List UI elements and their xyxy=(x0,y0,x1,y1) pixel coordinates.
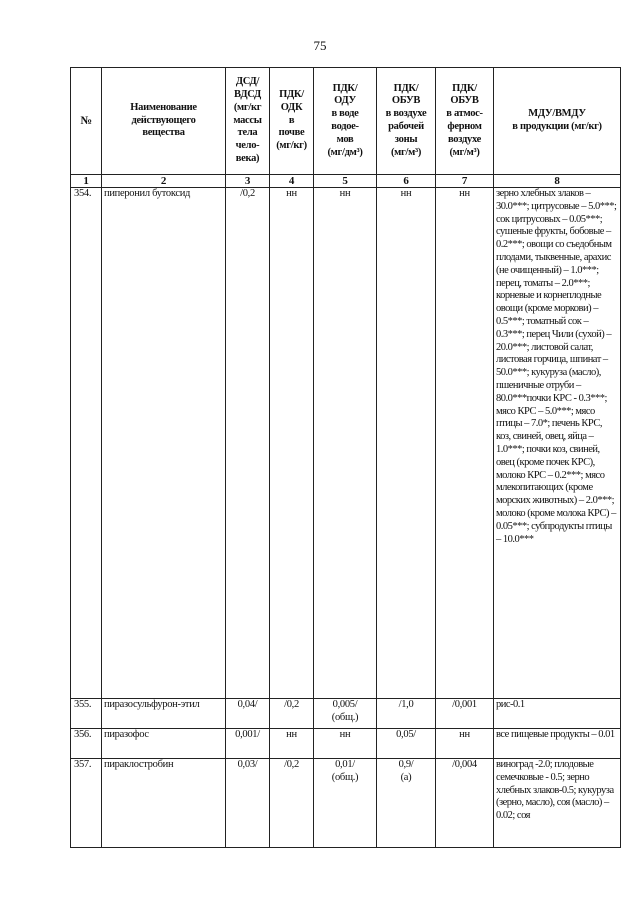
dsd-value: 0,04/ xyxy=(226,699,270,729)
substances-table xyxy=(70,67,621,848)
substance-name: пираклостробин xyxy=(102,759,226,848)
water-value: 0,01/ (общ.) xyxy=(314,759,377,848)
mdu-value: рис-0.1 xyxy=(494,699,621,729)
soil-value: нн xyxy=(270,729,314,759)
dsd-value: 0,001/ xyxy=(226,729,270,759)
column-number: 4 xyxy=(270,175,314,188)
water-value: нн xyxy=(314,729,377,759)
mdu-value: все пищевые продукты – 0.01 xyxy=(494,729,621,759)
soil-value: /0,2 xyxy=(270,759,314,848)
table-row xyxy=(71,699,621,729)
column-number: 6 xyxy=(377,175,436,188)
column-number: 3 xyxy=(226,175,270,188)
column-number: 7 xyxy=(436,175,494,188)
atm-air-value: нн xyxy=(436,188,494,699)
header-mdu: МДУ/ВМДУ в продукции (мг/кг) xyxy=(494,68,621,175)
substance-name: пиперонил бутоксид xyxy=(102,188,226,699)
row-number: 356. xyxy=(71,729,102,759)
table-row xyxy=(71,759,621,848)
water-value: нн xyxy=(314,188,377,699)
column-number: 5 xyxy=(314,175,377,188)
dsd-value: /0,2 xyxy=(226,188,270,699)
row-number: 355. xyxy=(71,699,102,729)
column-number: 8 xyxy=(494,175,621,188)
page-number: 75 xyxy=(313,38,327,53)
header-water: ПДК/ ОДУ в воде водое- мов (мг/дм³) xyxy=(314,68,377,175)
table-row xyxy=(71,729,621,759)
water-value: 0,005/ (общ.) xyxy=(314,699,377,729)
atm-air-value: /0,001 xyxy=(436,699,494,729)
mdu-value: виноград -2.0; плодовые семечковые - 0.5; зерно хлебных злаков-0.5; кукуруза (зерно, масло), соя (масло) – 0.02; соя xyxy=(494,759,621,848)
header-work-air: ПДК/ ОБУВ в воздухе рабочей зоны (мг/м³) xyxy=(377,68,436,175)
row-number: 357. xyxy=(71,759,102,848)
soil-value: нн xyxy=(270,188,314,699)
header-row xyxy=(71,68,621,175)
work-air-value: нн xyxy=(377,188,436,699)
work-air-value: 0,05/ xyxy=(377,729,436,759)
work-air-value: 0,9/ (а) xyxy=(377,759,436,848)
atm-air-value: нн xyxy=(436,729,494,759)
header-dsd: ДСД/ ВДСД (мг/кг массы тела чело- века) xyxy=(226,68,270,175)
mdu-value: зерно хлебных злаков – 30.0***; цитрусовые – 5.0***; сок цитрусовых – 0.05***; сушеные фрукты, бобовые – 0.2***; овощи со съедобным плодами, тыквенные, арахис (не очищенный) – 1.0***; перец, томаты – 2.0***; корневые и корнеплодные овощи (кроме моркови) – 0.5***; томатный сок – 0.3***; перец Чили (сухой) – 20.0***; листовой салат, листовая горчица, шпинат – 50.0***; кукуруза (масло), пшеничные отруби – 80.0***почки КРС - 0.3***; мясо КРС – 5.0***; мясо птицы – 7.0*; печень КРС, коз, свиней, овец, яйца – 1.0***; почки коз, свиней, овец (кроме почек КРС), молоко КРС – 0.2***; мясо млекопитающих (кроме морских животных) – 2.0***; молоко (кроме молока КРС) – 0.05***; субпродукты птицы – 10.0*** xyxy=(494,188,621,699)
work-air-value: /1,0 xyxy=(377,699,436,729)
header-soil: ПДК/ ОДК в почве (мг/кг) xyxy=(270,68,314,175)
header-atm-air: ПДК/ ОБУВ в атмос- ферном воздухе (мг/м³) xyxy=(436,68,494,175)
column-numbers-row xyxy=(71,175,621,188)
header-number: № xyxy=(71,68,102,175)
column-number: 2 xyxy=(102,175,226,188)
atm-air-value: /0,004 xyxy=(436,759,494,848)
dsd-value: 0,03/ xyxy=(226,759,270,848)
column-number: 1 xyxy=(71,175,102,188)
substance-name: пиразосульфурон-этил xyxy=(102,699,226,729)
soil-value: /0,2 xyxy=(270,699,314,729)
header-name: Наименование действующего вещества xyxy=(102,68,226,175)
table-row xyxy=(71,188,621,699)
row-number: 354. xyxy=(71,188,102,699)
substance-name: пиразофос xyxy=(102,729,226,759)
